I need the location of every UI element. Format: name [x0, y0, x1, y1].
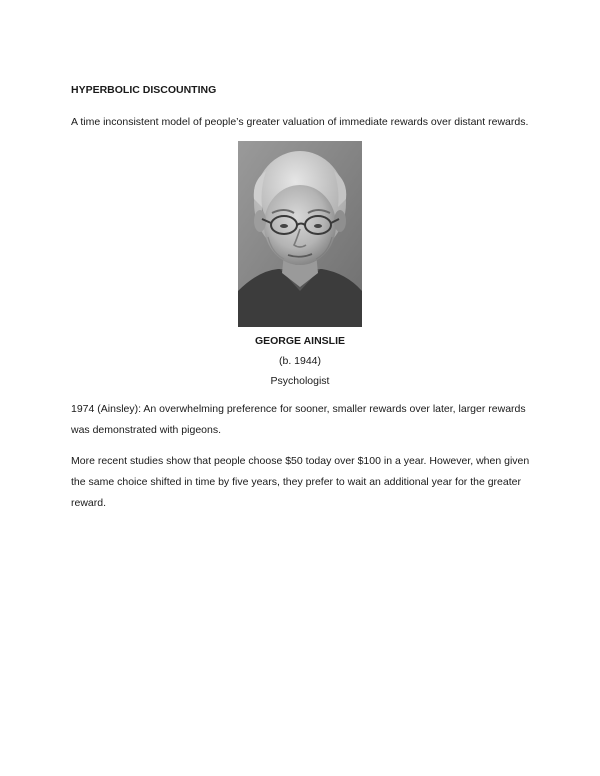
paragraph-recent-studies: More recent studies show that people choose $50 today over $100 in a year. However, when given the same choice shifted in time by five years, they prefer to wait an additional year for the greater reward.: [71, 455, 530, 509]
paragraph-pigeon-study: 1974 (Ainsley): An overwhelming preference for sooner, smaller rewards over later, larger rewards was demonstrated with pigeons.: [71, 403, 526, 436]
figure-name: GEORGE AINSLIE: [254, 335, 346, 347]
intro-text: A time inconsistent model of people’s greater valuation of immediate rewards over distant rewards.: [71, 116, 529, 128]
figure-role: Psychologist: [270, 375, 330, 387]
portrait-photo: [238, 141, 362, 327]
portrait-illustration: [238, 141, 362, 327]
figure-years: (b. 1944): [278, 355, 322, 367]
page-title: HYPERBOLIC DISCOUNTING: [71, 84, 217, 96]
